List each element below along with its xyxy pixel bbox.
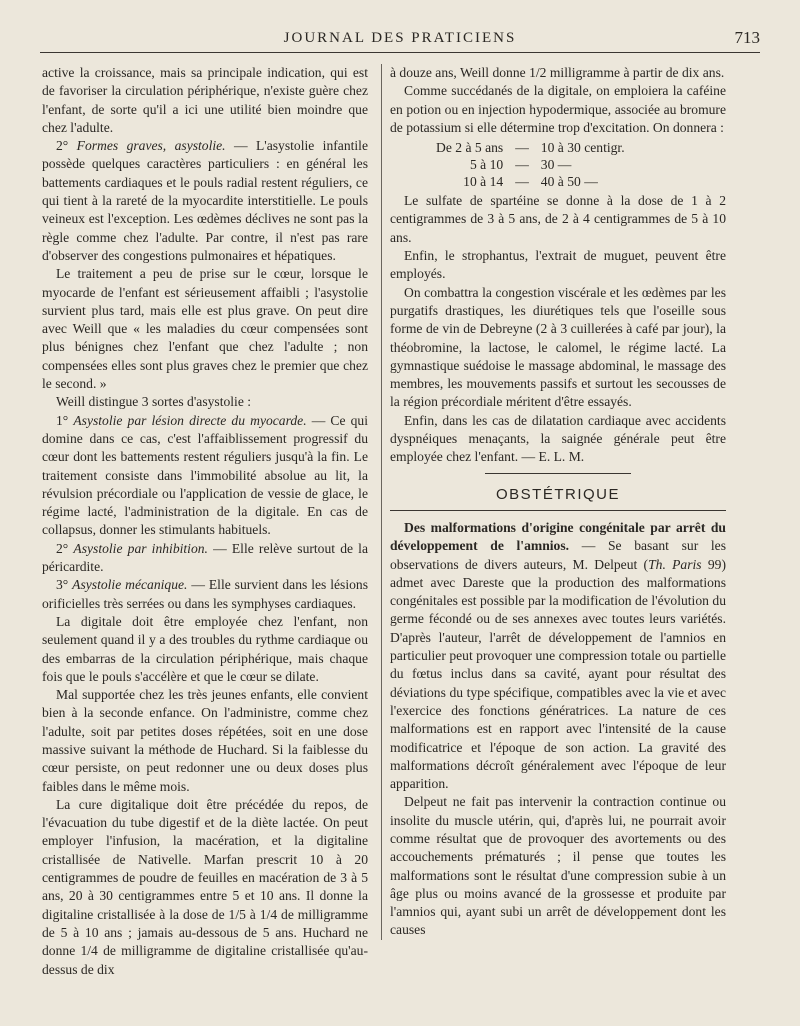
paragraph: Delpeut ne fait pas intervenir la contraction continue ou insolite du muscle utérin, qui, d'après lui, ne pourrait avoir comme résultat que de provoquer des avortements ou des accouchements prématurés ; il pense que toutes les malformations sont le résultat d'une compression subie à un âge plus ou moins avancé de la grossesse et produite par l'amnios qui, ayant subi un arrêt de développement dont les causes [390, 794, 726, 938]
short-rule [485, 473, 631, 474]
dose-row [430, 156, 631, 173]
dose-value: 30 — [540, 157, 572, 173]
citation: Th. Paris [648, 556, 702, 572]
paragraph: Comme succédanés de la digitale, on emploiera la caféine en potion ou en injection hypodermique, associée au bromure de potassium si elle détermine trop d'excitation. On donnera : [390, 83, 726, 135]
paragraph: Enfin, le strophantus, l'extrait de muguet, peuvent être employés. [390, 248, 726, 282]
left-column [42, 64, 368, 979]
page-header [40, 28, 760, 53]
paragraph: La cure digitalique doit être précédée du repos, de l'évacuation du tube digestif et de la diète lactée. On peut employer l'infusion, la macération, et la digitaline cristallisée de Nativelle. Marfan prescrit 10 à 20 centigrammes de poudre de feuilles en macération de 3 à 5 ans, 20 à 30 centigrammes entre 5 et 10 ans. Il donne la digitaline cristallisée à la dose de 1/5 à 1/4 de milligramme de 5 à 10 ans ; jamais au-dessous de 5 ans. Huchard ne donne 1/4 de milligramme de digitaline cristallisée qu'au-dessus de dix [42, 796, 368, 977]
paragraph: Mal supportée chez les très jeunes enfants, elle convient bien à la seconde enfance. On l'administre, comme chez l'adulte, soit par petites doses répétées, soit en une dose massive suivant la méthode de Huchard. Si la faiblesse du cœur persiste, on peut redonner une ou deux doses plus faibles dans le même mois. [42, 687, 368, 794]
dose-age: 10 à 14 [463, 174, 504, 190]
column-divider [381, 64, 382, 940]
right-column [390, 64, 726, 940]
paragraph: Weill distingue 3 sortes d'asystolie : [56, 394, 252, 410]
subheading: Asystolie mécanique. [72, 577, 188, 593]
page-number: 713 [734, 28, 760, 47]
article-paragraph: Des malformations d'origine congénitale par arrêt du développement de l'amnios. — Se basant sur les observations de divers auteurs, M. Delpeut (Th. Paris 99) admet avec Dareste que la production des malformations congénitales est possible par la modification de l'évolution du germe fécondé ou de ses annexes avec toutes leurs variétés. D'après l'auteur, l'arrêt de développement de l'amnios en particulier peut provoquer une compression totale ou partielle du fœtus inclus dans sa cavité, ayant pour résultat des déviations du type spécifique, compatibles avec la vie et avec l'exercice des fonctions génératrices. La nature de ces malformations est en rapport avec l'intensité de la cause modificatrice et l'époque de son action. La gravité des malformations décroît généralement avec l'époque de leur apparition. [390, 519, 727, 792]
running-title: JOURNAL DES PRATICIENS [283, 30, 517, 46]
subheading: Asystolie par lésion directe du myocarde. [73, 412, 307, 428]
paragraph: Le traitement a peu de prise sur le cœur, lorsque le myocarde de l'enfant est sérieusement affaibli ; l'asystolie survient plus tard, mais elle est plus grave. On peut dire avec Weill que « les maladies du cœur compensées sont plus bénignes chez l'enfant que chez l'adulte ; non compensées elles sont plus graves chez le premier que chez le second. » [42, 266, 368, 392]
article-title: Des malformations d'origine congénitale par arrêt du développement de l'amnios. [390, 519, 726, 554]
subheading: Formes graves, asystolie. [76, 138, 226, 154]
dose-sep: — [515, 174, 529, 190]
dose-row [430, 173, 631, 190]
dose-age: 5 à 10 [469, 157, 504, 173]
section-rule [390, 510, 726, 511]
paragraph: 1° Asystolie par lésion directe du myocarde. — Ce qui domine dans ce cas, c'est l'affaiblissement progressif du cœur dont les battements restent réguliers jusqu'à la fin. Le traitement consiste dans l'immobilité absolue au lit, la révulsion précordiale ou l'application de vessie de glace, le régime lacté, l'administration de la digitale. En cas de collapsus, donner les stimulants habituels. [42, 412, 368, 538]
paragraph: On combattra la congestion viscérale et les œdèmes par les purgatifs drastiques, les diurétiques tels que l'oseille sous forme de vin de Debreyne (2 à 3 cuillerées à café par jour), la théobromine, la lactose, le calomel, le régime lacté. La gymnastique suédoise le massage abdominal, le massage des membres, les mouvements passifs et surtout les secousses de la région précordiale méritent d'être essayés. [390, 284, 726, 410]
paragraph: 2° Asystolie par inhibition. — Elle relève surtout de la péricardite. [42, 540, 368, 575]
subheading: Asystolie par inhibition. [73, 540, 208, 556]
paragraph: active la croissance, mais sa principale indication, qui est de favoriser la circulation périphérique, n'existe guère chez l'enfant, de sorte qu'il a ici une utilité bien moindre que chez l'adulte. [42, 65, 368, 135]
dose-age: De 2 à 5 ans [436, 140, 504, 156]
paragraph: 3° Asystolie mécanique. — Elle survient dans les lésions orificielles très serrées ou dans les symphyses cardiaques. [42, 577, 368, 611]
dose-sep: — [515, 140, 529, 156]
paragraph: La digitale doit être employée chez l'enfant, non seulement quand il y a des troubles du rythme cardiaque ou des embarras de la circulation périphérique, mais chaque fois que le pouls s'accélère et que le cœur se dilate. [42, 613, 368, 684]
dose-row [430, 139, 631, 156]
paragraph: 2° Formes graves, asystolie. — L'asystolie infantile possède quelques caractères particuliers : en général les battements cardiaques et le pouls radial restent réguliers, ce qui tient à la rareté de la myocardite interstitielle. Le pouls veineux est l'exception. Les œdèmes déclives ne sont pas la règle comme chez l'adulte. Par contre, il n'est pas rare d'observer des congestions pulmonaires et hépatiques. [42, 138, 368, 263]
dose-table [430, 139, 631, 190]
paragraph: à douze ans, Weill donne 1/2 milligramme à partir de dix ans. [390, 65, 725, 80]
paragraph: Enfin, dans les cas de dilatation cardiaque avec accidents dyspnéiques menaçants, la saignée générale peut être employée chez l'enfant. — E. L. M. [390, 412, 726, 465]
dose-value: 40 à 50 — [540, 174, 598, 190]
dose-value: 10 à 30 centigr. [540, 140, 625, 156]
section-title: OBSTÉTRIQUE [495, 485, 620, 503]
paragraph: Le sulfate de spartéine se donne à la dose de 1 à 2 centigrammes de 3 à 5 ans, de 2 à 4 centigrammes de 5 à 10 ans. [390, 193, 726, 245]
dose-sep: — [515, 157, 529, 173]
